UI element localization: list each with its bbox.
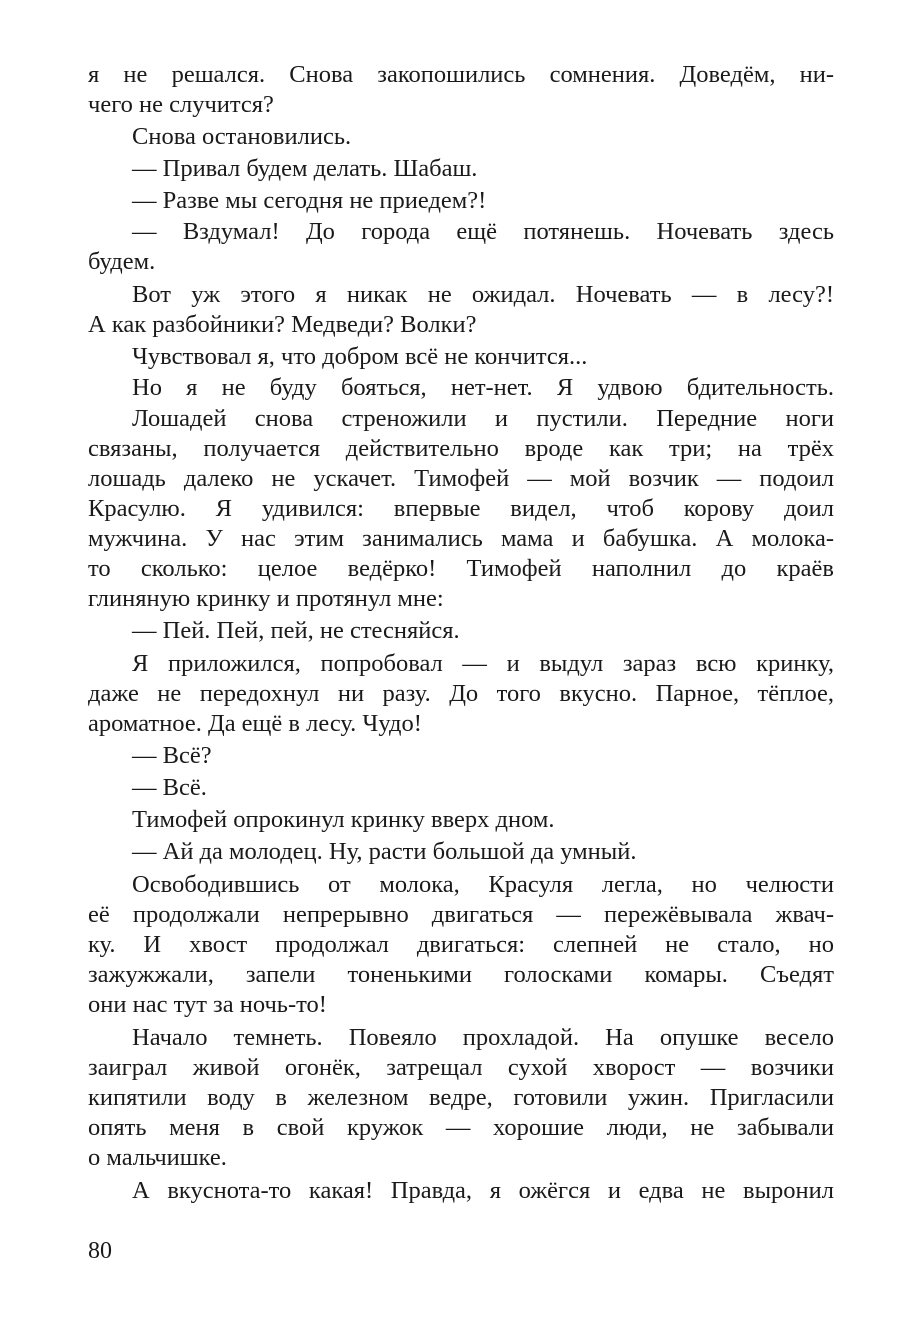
text-line: чего не случится? bbox=[88, 91, 274, 118]
text-line: ку. И хвост продолжал двигаться: слепней не стало, но bbox=[88, 931, 834, 958]
text-line: они нас тут за ночь-то! bbox=[88, 991, 327, 1018]
dialogue-line: — Всё. bbox=[132, 774, 207, 801]
dialogue-line: — Вздумал! До города ещё потянешь. Ночевать здесь bbox=[132, 218, 834, 245]
dialogue-line: — Всё? bbox=[132, 742, 212, 769]
text-line: Красулю. Я удивился: впервые видел, чтоб корову доил bbox=[88, 495, 834, 522]
text-line: зажужжали, запели тоненькими голосками комары. Съедят bbox=[88, 961, 834, 988]
text-line: Чувствовал я, что добром всё не кончится... bbox=[132, 343, 588, 370]
text-line: глиняную кринку и протянул мне: bbox=[88, 585, 444, 612]
dialogue-line: — Пей. Пей, пей, не стесняйся. bbox=[132, 617, 460, 644]
text-line: опять меня в свой кружок — хорошие люди, не забывали bbox=[88, 1114, 834, 1141]
dialogue-line: — Ай да молодец. Ну, расти большой да умный. bbox=[132, 838, 637, 865]
text-line: Снова остановились. bbox=[132, 123, 352, 150]
text-line: Начало темнеть. Повеяло прохладой. На опушке весело bbox=[132, 1024, 834, 1051]
text-line: её продолжали непрерывно двигаться — пережёвывала жвач- bbox=[88, 901, 834, 928]
text-line: лошадь далеко не ускачет. Тимофей — мой возчик — подоил bbox=[88, 465, 834, 492]
text-line: А как разбойники? Медведи? Волки? bbox=[88, 311, 477, 338]
text-line: будем. bbox=[88, 248, 156, 275]
text-line: связаны, получается действительно вроде как три; на трёх bbox=[88, 435, 834, 462]
text-line: ароматное. Да ещё в лесу. Чудо! bbox=[88, 710, 422, 737]
text-line: А вкуснота-то какая! Правда, я ожёгся и едва не выронил bbox=[132, 1177, 834, 1204]
text-line: Но я не буду бояться, нет-нет. Я удвою бдительность. bbox=[132, 374, 834, 401]
text-line: я не решался. Снова закопошились сомнения. Доведём, ни- bbox=[88, 61, 834, 88]
text-line: Освободившись от молока, Красуля легла, но челюсти bbox=[132, 871, 834, 898]
dialogue-line: — Привал будем делать. Шабаш. bbox=[132, 155, 478, 182]
text-line: то сколько: целое ведёрко! Тимофей наполнил до краёв bbox=[88, 555, 834, 582]
text-line: мужчина. У нас этим занимались мама и бабушка. А молока- bbox=[88, 525, 834, 552]
text-line: кипятили воду в железном ведре, готовили ужин. Пригласили bbox=[88, 1084, 834, 1111]
page-number: 80 bbox=[88, 1238, 112, 1264]
text-line: Я приложился, попробовал — и выдул зараз всю кринку, bbox=[132, 650, 834, 677]
text-line: Лошадей снова стреножили и пустили. Передние ноги bbox=[132, 405, 834, 432]
text-line: заиграл живой огонёк, затрещал сухой хворост — возчики bbox=[88, 1054, 834, 1081]
dialogue-line: — Разве мы сегодня не приедем?! bbox=[132, 187, 487, 214]
text-line: Вот уж этого я никак не ожидал. Ночевать — в лесу?! bbox=[132, 281, 834, 308]
text-line: Тимофей опрокинул кринку вверх дном. bbox=[132, 806, 555, 833]
text-line: даже не передохнул ни разу. До того вкусно. Парное, тёплое, bbox=[88, 680, 834, 707]
text-line: о мальчишке. bbox=[88, 1144, 227, 1171]
